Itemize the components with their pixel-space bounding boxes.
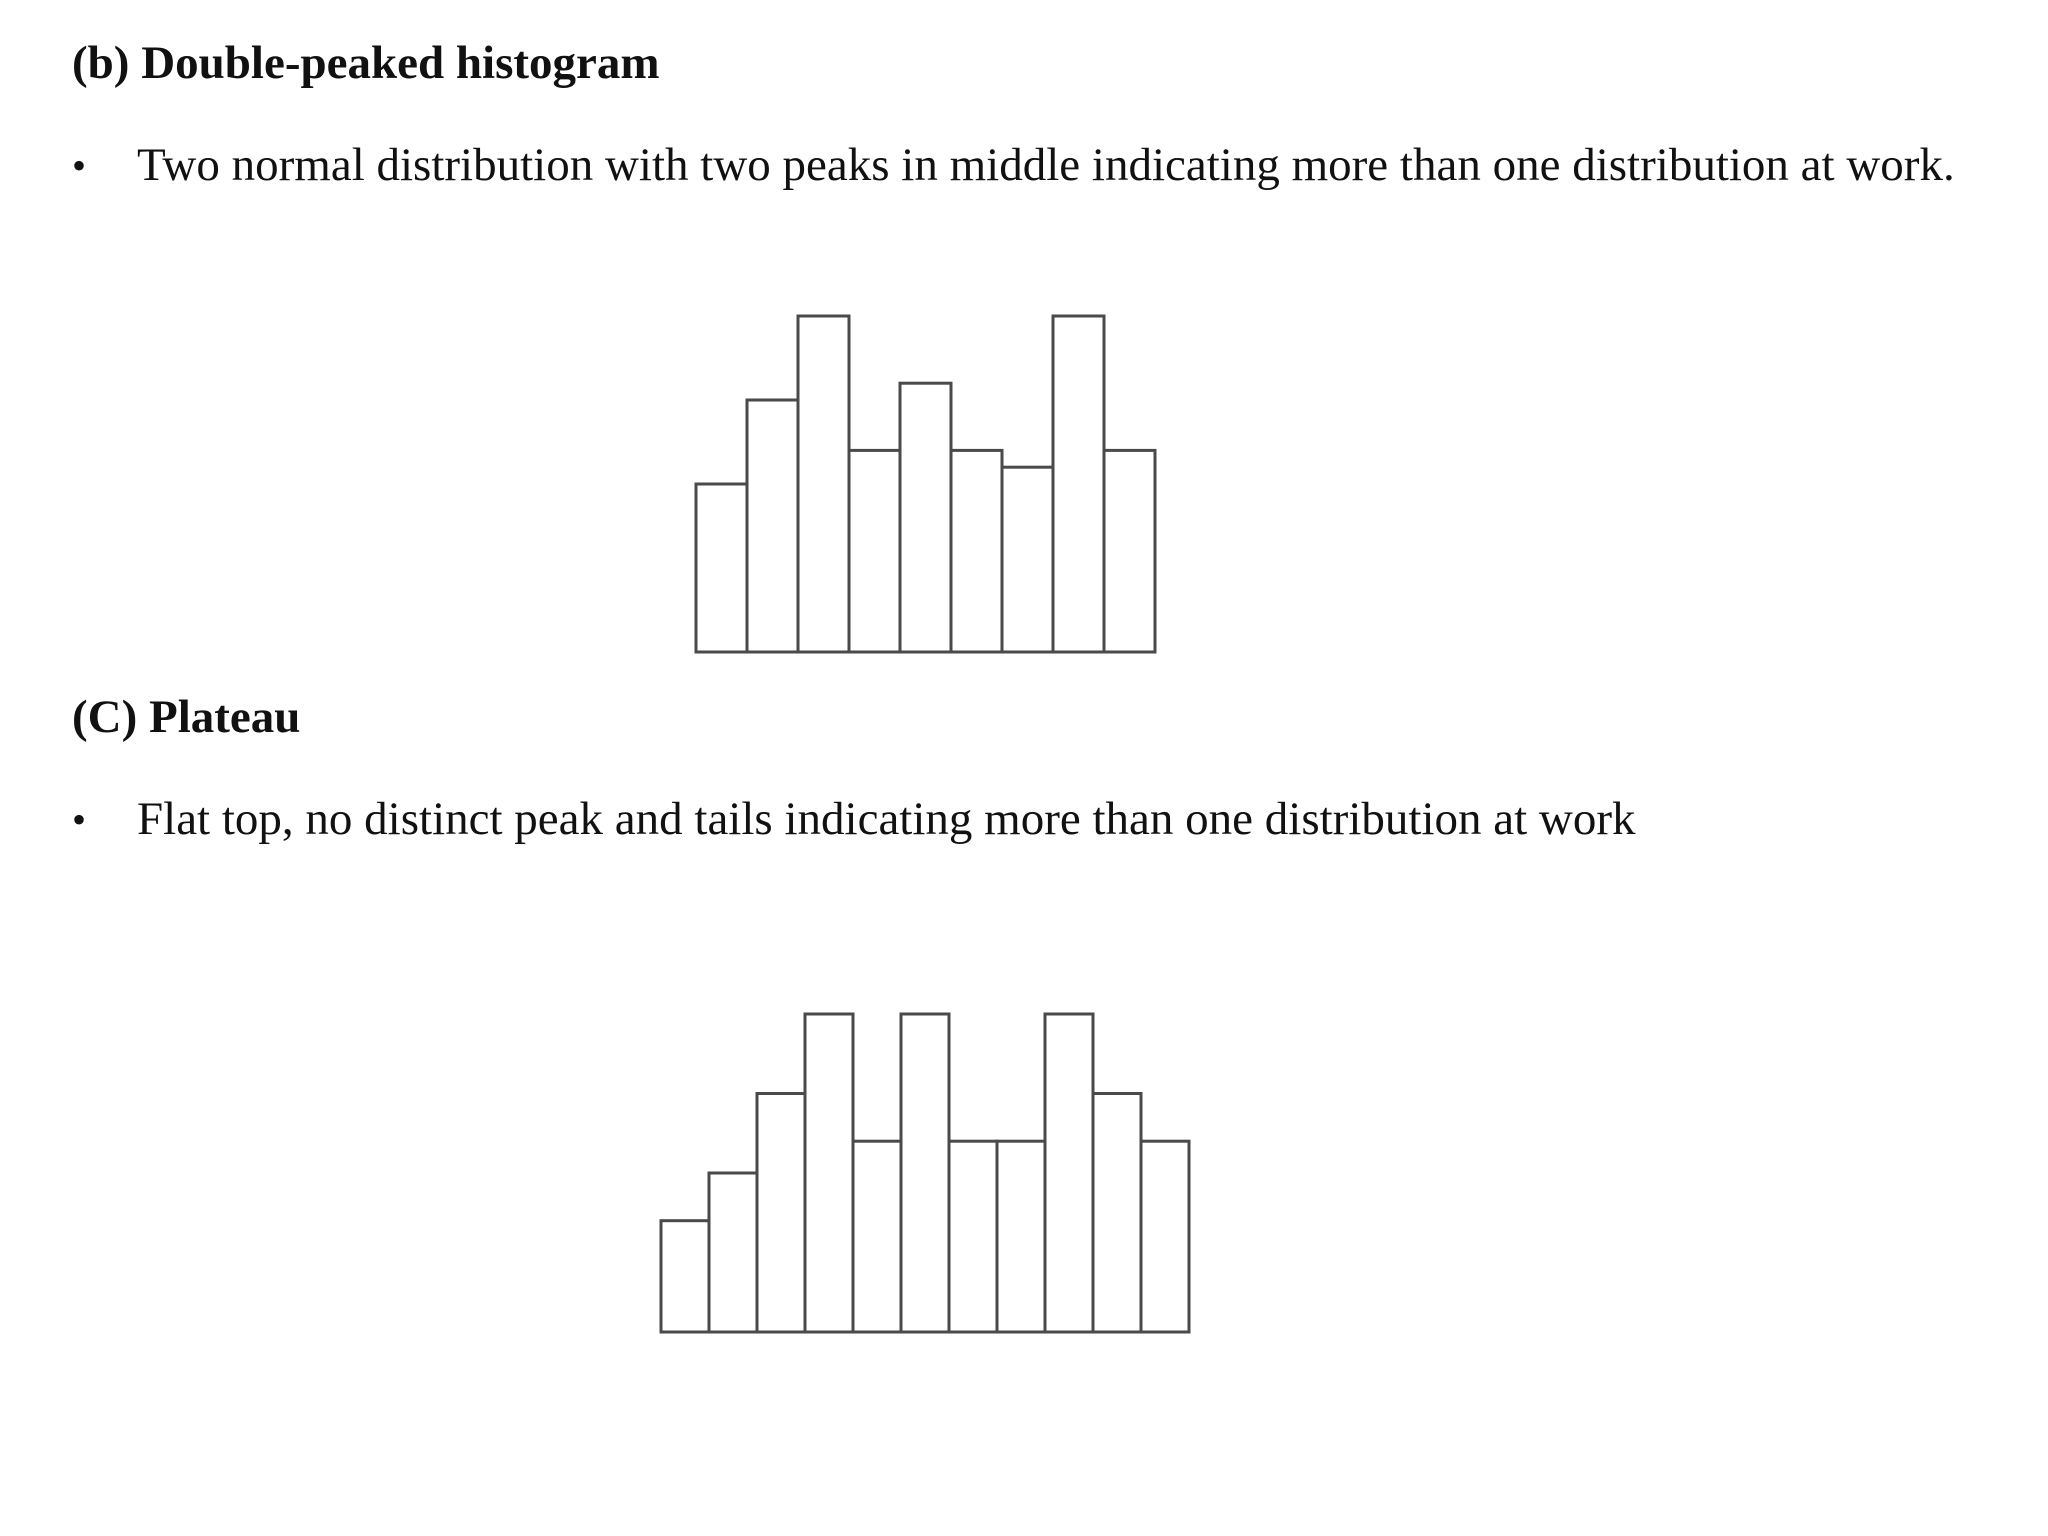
histogram-bar bbox=[997, 1141, 1045, 1332]
histogram-bar bbox=[949, 1141, 997, 1332]
bullet-dot-icon: • bbox=[72, 797, 87, 842]
histogram-bar bbox=[709, 1173, 757, 1332]
histogram-bar bbox=[1104, 450, 1155, 652]
histogram-bar bbox=[1093, 1094, 1141, 1333]
double-peaked-histogram bbox=[690, 310, 1160, 660]
histogram-bar bbox=[757, 1094, 805, 1333]
histogram-bar bbox=[1045, 1014, 1093, 1332]
section-c-heading: (C) Plateau bbox=[72, 691, 301, 743]
histogram-bar bbox=[798, 316, 849, 652]
histogram-bar bbox=[900, 383, 951, 652]
histogram-bar bbox=[853, 1141, 901, 1332]
histogram-bar bbox=[951, 450, 1002, 652]
histogram-bar bbox=[1002, 467, 1053, 652]
section-c-description: Flat top, no distinct peak and tails indicating more than one distribution at work bbox=[137, 793, 1636, 845]
histogram-bar bbox=[901, 1014, 949, 1332]
section-b-heading: (b) Double-peaked histogram bbox=[72, 37, 660, 89]
histogram-bar bbox=[1141, 1141, 1189, 1332]
plateau-histogram bbox=[655, 1005, 1195, 1340]
histogram-bar bbox=[1053, 316, 1104, 652]
histogram-bar bbox=[696, 484, 747, 652]
histogram-bar bbox=[747, 400, 798, 652]
histogram-bar bbox=[661, 1221, 709, 1332]
section-b-description: Two normal distribution with two peaks in middle indicating more than one distribution at work. bbox=[137, 139, 1955, 191]
bullet-dot-icon: • bbox=[72, 143, 87, 188]
histogram-bar bbox=[805, 1014, 853, 1332]
histogram-bar bbox=[849, 450, 900, 652]
